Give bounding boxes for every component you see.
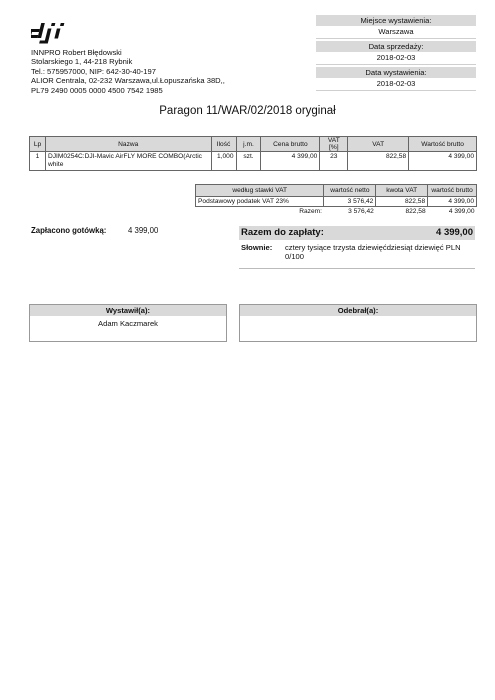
dji-logo-icon bbox=[31, 20, 75, 46]
table-row bbox=[30, 152, 477, 171]
divider bbox=[239, 268, 475, 269]
items-table bbox=[29, 136, 477, 171]
receiver-name bbox=[240, 316, 476, 319]
col-name: Nazwa bbox=[45, 137, 211, 152]
vat-col-gross: wartość brutto bbox=[428, 185, 477, 197]
vat-sum-amount: 822,58 bbox=[376, 207, 428, 217]
col-unit: j.m. bbox=[236, 137, 261, 152]
seller-details bbox=[31, 48, 225, 95]
sale-date-value: 2018-02-03 bbox=[316, 52, 476, 65]
place-value: Warszawa bbox=[316, 26, 476, 39]
vat-rate-name: Podstawowy podatek VAT 23% bbox=[196, 197, 324, 207]
col-lp: Lp bbox=[30, 137, 46, 152]
item-vat-rate: 23 bbox=[320, 152, 348, 171]
col-gross: Wartość brutto bbox=[409, 137, 477, 152]
document-title: Paragon 11/WAR/02/2018 oryginał bbox=[159, 105, 336, 117]
amount-in-words-label: Słownie: bbox=[241, 243, 273, 252]
vat-amount: 822,58 bbox=[376, 197, 428, 207]
place-label: Miejsce wystawienia: bbox=[316, 15, 476, 26]
receiver-label: Odebrał(a): bbox=[240, 305, 476, 316]
amount-in-words-value: cztery tysiące trzysta dziewięćdziesiąt dziewięć PLN 0/100 bbox=[285, 243, 461, 262]
vat-gross: 4 399,00 bbox=[428, 197, 477, 207]
issuer-signature-box bbox=[29, 304, 227, 342]
seller-name: INNPRO Robert Błędowski bbox=[31, 48, 122, 57]
paid-cash-value: 4 399,00 bbox=[128, 226, 159, 235]
item-price: 4 399,00 bbox=[261, 152, 320, 171]
vat-summary-table bbox=[195, 184, 477, 216]
total-due-box bbox=[239, 226, 475, 240]
vat-col-rate: według stawki VAT bbox=[196, 185, 324, 197]
seller-account: PL79 2490 0005 0000 4500 7542 1985 bbox=[31, 85, 163, 95]
item-gross: 4 399,00 bbox=[409, 152, 477, 171]
total-due-label: Razem do zapłaty: bbox=[241, 227, 324, 238]
vat-col-net: wartość netto bbox=[324, 185, 376, 197]
seller-address: Stolarskiego 1, 44-218 Rybnik bbox=[31, 57, 133, 67]
document-info-box bbox=[316, 15, 476, 91]
seller-phone-nip: Tel.: 575957000, NIP: 642-30-40-197 bbox=[31, 66, 156, 76]
sale-date-label: Data sprzedaży: bbox=[316, 41, 476, 52]
vat-net: 3 576,42 bbox=[324, 197, 376, 207]
receiver-signature-box bbox=[239, 304, 477, 342]
vat-header-row bbox=[196, 185, 477, 197]
vat-sum-row bbox=[196, 207, 477, 217]
issue-date-value: 2018-02-03 bbox=[316, 78, 476, 91]
items-header-row bbox=[30, 137, 477, 152]
item-lp: 1 bbox=[30, 152, 46, 171]
total-due-value: 4 399,00 bbox=[436, 227, 473, 238]
col-price: Cena brutto bbox=[261, 137, 320, 152]
issuer-label: Wystawił(a): bbox=[30, 305, 226, 316]
item-qty: 1,000 bbox=[211, 152, 236, 171]
vat-sum-label: Razem: bbox=[299, 208, 322, 215]
item-unit: szt. bbox=[236, 152, 261, 171]
issue-date-label: Data wystawienia: bbox=[316, 67, 476, 78]
item-name: DJIM0254C:DJI-Mavic AirFLY MORE COMBO(Arctic white bbox=[45, 152, 211, 171]
col-qty: Ilość bbox=[211, 137, 236, 152]
vat-col-amount: kwota VAT bbox=[376, 185, 428, 197]
col-vat: VAT bbox=[348, 137, 409, 152]
table-row bbox=[196, 197, 477, 207]
col-vat-rate: VAT [%] bbox=[320, 137, 348, 152]
issuer-name: Adam Kaczmarek bbox=[98, 319, 158, 328]
vat-sum-gross: 4 399,00 bbox=[428, 207, 477, 217]
item-vat: 822,58 bbox=[348, 152, 409, 171]
vat-sum-net: 3 576,42 bbox=[324, 207, 376, 217]
paid-cash-label: Zapłacono gotówką: bbox=[31, 226, 107, 235]
seller-bank: ALIOR Centrala, 02-232 Warszawa,ul.Łopuszańska 38D,, bbox=[31, 76, 225, 86]
